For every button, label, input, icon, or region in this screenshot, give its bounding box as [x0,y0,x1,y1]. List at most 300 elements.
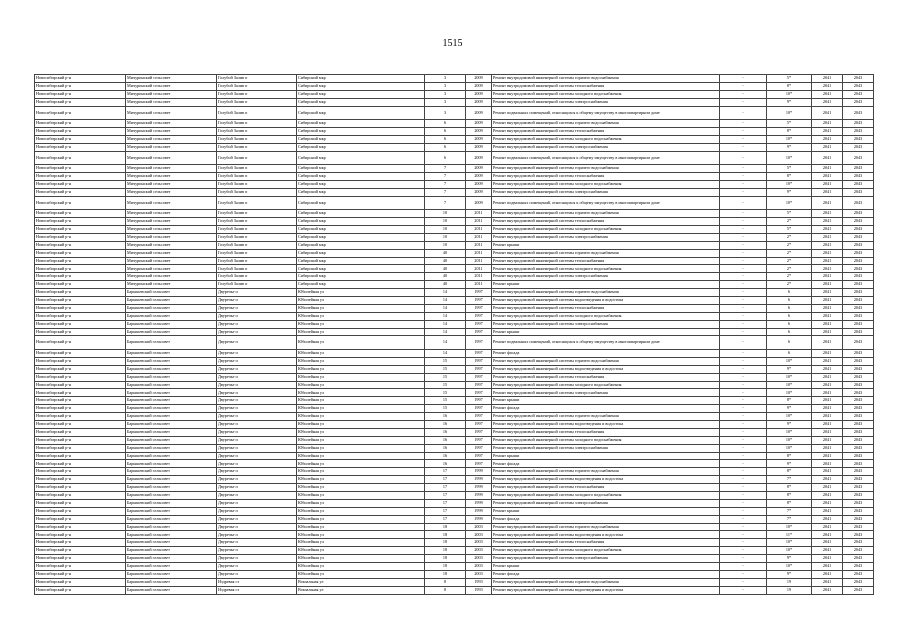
cell-work-type: Ремонт внутридомовой инженерной системы теплоснабжения [492,173,720,181]
cell-year-end: 2043 [843,218,874,226]
cell-district: Новосибирский р-н [35,196,126,210]
cell-build-year: 2003 [466,562,492,570]
cell-house-number: 17 [425,515,466,523]
cell-street: Вокзальная ул [297,578,425,586]
cell-build-year: 1997 [466,373,492,381]
cell-dash: - [720,180,767,188]
cell-year-end: 2043 [843,436,874,444]
cell-year-start: 2041 [812,547,843,555]
cell-build-year: 2009 [466,135,492,143]
cell-build-year: 2009 [466,106,492,120]
cell-build-year: 1999 [466,507,492,515]
table-row [35,233,874,241]
cell-value: 6 [767,328,812,336]
table-row [35,468,874,476]
cell-year-start: 2041 [812,218,843,226]
cell-settlement-council: Мичуринский сельсовет [126,151,217,165]
cell-dash: - [720,98,767,106]
cell-dash: - [720,523,767,531]
cell-year-start: 2041 [812,273,843,281]
cell-build-year: 2011 [466,265,492,273]
cell-house-number: 3 [425,98,466,106]
cell-year-start: 2041 [812,225,843,233]
cell-value: 10* [767,196,812,210]
cell-year-start: 2041 [812,289,843,297]
cell-district: Новосибирский р-н [35,151,126,165]
cell-value: 10* [767,523,812,531]
cell-dash: - [720,233,767,241]
table-row [35,336,874,350]
cell-value: 6 [767,289,812,297]
table-row [35,555,874,563]
cell-dash: - [720,460,767,468]
cell-street: Сибирский мкр [297,225,425,233]
cell-year-end: 2043 [843,539,874,547]
table-row [35,106,874,120]
cell-street: Сибирский мкр [297,233,425,241]
cell-locality: Двуречье п [217,420,297,428]
cell-year-end: 2043 [843,413,874,421]
cell-year-end: 2043 [843,241,874,249]
table-row [35,484,874,492]
table-row [35,143,874,151]
cell-build-year: 2011 [466,249,492,257]
cell-dash: - [720,196,767,210]
cell-street: Сибирский мкр [297,165,425,173]
cell-house-number: 10 [425,241,466,249]
cell-district: Новосибирский р-н [35,312,126,320]
cell-settlement-council: Мичуринский сельсовет [126,196,217,210]
cell-year-start: 2041 [812,249,843,257]
cell-locality: Двуречье п [217,349,297,357]
cell-settlement-council: Барышевский сельсовет [126,436,217,444]
cell-house-number: 10 [425,218,466,226]
cell-year-end: 2043 [843,90,874,98]
cell-locality: Двуречье п [217,328,297,336]
cell-settlement-council: Мичуринский сельсовет [126,127,217,135]
cell-house-number: 16 [425,420,466,428]
cell-settlement-council: Барышевский сельсовет [126,312,217,320]
cell-street: Юбилейная ул [297,336,425,350]
cell-settlement-council: Мичуринский сельсовет [126,273,217,281]
cell-year-start: 2041 [812,452,843,460]
cell-locality: Голубой Залив п [217,82,297,90]
cell-value: 5* [767,225,812,233]
cell-build-year: 1997 [466,289,492,297]
cell-build-year: 2011 [466,241,492,249]
cell-locality: Двуречье п [217,357,297,365]
cell-year-start: 2041 [812,320,843,328]
cell-work-type: Ремонт внутридомовой инженерной системы холодного водоснабжения [492,381,720,389]
cell-value: 2* [767,273,812,281]
cell-settlement-council: Барышевский сельсовет [126,428,217,436]
cell-dash: - [720,515,767,523]
cell-year-start: 2041 [812,357,843,365]
cell-street: Сибирский мкр [297,143,425,151]
cell-work-type: Ремонт внутридомовой инженерной системы электроснабжения [492,499,720,507]
cell-year-end: 2043 [843,281,874,289]
cell-year-end: 2043 [843,531,874,539]
cell-work-type: Ремонт внутридомовой инженерной системы электроснабжения [492,444,720,452]
cell-locality: Голубой Залив п [217,265,297,273]
cell-value: 9* [767,460,812,468]
cell-dash: - [720,491,767,499]
cell-year-start: 2041 [812,578,843,586]
table-row [35,328,874,336]
cell-value: 6 [767,349,812,357]
cell-build-year: 2011 [466,281,492,289]
cell-year-end: 2043 [843,304,874,312]
cell-work-type: Ремонт внутридомовой инженерной системы электроснабжения [492,233,720,241]
cell-street: Сибирский мкр [297,265,425,273]
cell-year-end: 2043 [843,296,874,304]
cell-district: Новосибирский р-н [35,320,126,328]
table-row [35,428,874,436]
cell-district: Новосибирский р-н [35,75,126,83]
cell-street: Юбилейная ул [297,444,425,452]
cell-district: Новосибирский р-н [35,547,126,555]
cell-locality: Голубой Залив п [217,90,297,98]
cell-street: Юбилейная ул [297,420,425,428]
cell-district: Новосибирский р-н [35,106,126,120]
cell-year-end: 2043 [843,373,874,381]
cell-house-number: 17 [425,507,466,515]
cell-settlement-council: Мичуринский сельсовет [126,281,217,289]
cell-settlement-council: Барышевский сельсовет [126,413,217,421]
cell-year-start: 2041 [812,476,843,484]
cell-street: Юбилейная ул [297,507,425,515]
cell-locality: Двуречье п [217,570,297,578]
cell-value: 19 [767,578,812,586]
cell-street: Сибирский мкр [297,173,425,181]
cell-work-type: Ремонт фасада [492,405,720,413]
table-row [35,289,874,297]
cell-year-end: 2043 [843,336,874,350]
cell-year-start: 2041 [812,265,843,273]
cell-locality: Голубой Залив п [217,180,297,188]
cell-locality: Двуречье п [217,491,297,499]
cell-build-year: 1999 [466,484,492,492]
cell-street: Юбилейная ул [297,349,425,357]
cell-value: 9* [767,365,812,373]
cell-house-number: 16 [425,460,466,468]
cell-settlement-council: Барышевский сельсовет [126,460,217,468]
cell-locality: Голубой Залив п [217,188,297,196]
cell-value: 8* [767,173,812,181]
cell-year-start: 2041 [812,173,843,181]
cell-year-start: 2041 [812,460,843,468]
cell-settlement-council: Барышевский сельсовет [126,365,217,373]
cell-build-year: 1997 [466,389,492,397]
cell-locality: Голубой Залив п [217,151,297,165]
cell-locality: Двуречье п [217,484,297,492]
cell-dash: - [720,135,767,143]
cell-locality: Двуречье п [217,428,297,436]
cell-district: Новосибирский р-н [35,328,126,336]
cell-year-end: 2043 [843,468,874,476]
table-row [35,225,874,233]
cell-house-number: 6 [425,151,466,165]
table-row [35,320,874,328]
table-row [35,151,874,165]
cell-year-end: 2043 [843,578,874,586]
cell-settlement-council: Барышевский сельсовет [126,484,217,492]
cell-value: 10* [767,562,812,570]
cell-dash: - [720,586,767,594]
cell-house-number: 14 [425,312,466,320]
cell-district: Новосибирский р-н [35,180,126,188]
cell-locality: Двуречье п [217,515,297,523]
cell-house-number: 3 [425,90,466,98]
cell-house-number: 17 [425,484,466,492]
cell-street: Сибирский мкр [297,210,425,218]
cell-work-type: Ремонт подвальных помещений, относящихся к общему имуществу в многоквартирном доме [492,106,720,120]
cell-district: Новосибирский р-н [35,135,126,143]
cell-build-year: 1993 [466,578,492,586]
cell-year-start: 2041 [812,210,843,218]
cell-work-type: Ремонт внутридомовой инженерной системы горячего водоснабжения [492,289,720,297]
cell-value: 9* [767,570,812,578]
cell-value: 8* [767,484,812,492]
cell-work-type: Ремонт внутридомовой инженерной системы холодного водоснабжения [492,547,720,555]
cell-district: Новосибирский р-н [35,188,126,196]
cell-value: 7* [767,515,812,523]
cell-value: 6 [767,312,812,320]
cell-work-type: Ремонт внутридомовой инженерной системы холодного водоснабжения [492,180,720,188]
cell-year-start: 2041 [812,165,843,173]
cell-street: Юбилейная ул [297,373,425,381]
cell-value: 9* [767,405,812,413]
cell-district: Новосибирский р-н [35,389,126,397]
table-row [35,173,874,181]
cell-work-type: Ремонт внутридомовой инженерной системы горячего водоснабжения [492,75,720,83]
cell-house-number: 14 [425,349,466,357]
cell-build-year: 2009 [466,165,492,173]
cell-dash: - [720,165,767,173]
cell-district: Новосибирский р-н [35,82,126,90]
cell-build-year: 1993 [466,586,492,594]
cell-value: 8* [767,127,812,135]
cell-house-number: 17 [425,476,466,484]
cell-work-type: Ремонт внутридомовой инженерной системы теплоснабжения [492,257,720,265]
cell-settlement-council: Барышевский сельсовет [126,586,217,594]
cell-house-number: 14 [425,289,466,297]
cell-year-end: 2043 [843,349,874,357]
cell-work-type: Ремонт фасада [492,570,720,578]
cell-work-type: Ремонт внутридомовой инженерной системы водоотведения и водостока [492,476,720,484]
cell-locality: Голубой Залив п [217,120,297,128]
cell-work-type: Ремонт подвальных помещений, относящихся к общему имуществу в многоквартирном доме [492,151,720,165]
cell-settlement-council: Барышевский сельсовет [126,491,217,499]
cell-value: 10* [767,357,812,365]
cell-dash: - [720,82,767,90]
cell-street: Юбилейная ул [297,484,425,492]
cell-dash: - [720,289,767,297]
cell-year-end: 2043 [843,428,874,436]
cell-year-end: 2043 [843,210,874,218]
cell-settlement-council: Барышевский сельсовет [126,304,217,312]
cell-year-start: 2041 [812,397,843,405]
cell-work-type: Ремонт внутридомовой инженерной системы водоотведения и водостока [492,586,720,594]
cell-dash: - [720,75,767,83]
cell-year-end: 2043 [843,476,874,484]
cell-work-type: Ремонт внутридомовой инженерной системы теплоснабжения [492,428,720,436]
table-row [35,273,874,281]
cell-value: 10* [767,436,812,444]
cell-locality: Двуречье п [217,320,297,328]
cell-house-number: 18 [425,523,466,531]
cell-street: Юбилейная ул [297,405,425,413]
cell-year-start: 2041 [812,420,843,428]
table-row [35,444,874,452]
table-row [35,373,874,381]
cell-year-end: 2043 [843,225,874,233]
cell-work-type: Ремонт внутридомовой инженерной системы горячего водоснабжения [492,357,720,365]
cell-year-start: 2041 [812,349,843,357]
cell-work-type: Ремонт внутридомовой инженерной системы горячего водоснабжения [492,413,720,421]
cell-build-year: 1997 [466,328,492,336]
cell-street: Юбилейная ул [297,476,425,484]
cell-street: Сибирский мкр [297,241,425,249]
cell-value: 2* [767,265,812,273]
cell-locality: Голубой Залив п [217,210,297,218]
cell-value: 9* [767,555,812,563]
cell-locality: Голубой Залив п [217,173,297,181]
cell-build-year: 2009 [466,196,492,210]
cell-year-end: 2043 [843,273,874,281]
cell-year-start: 2041 [812,135,843,143]
cell-year-start: 2041 [812,365,843,373]
cell-street: Сибирский мкр [297,135,425,143]
cell-district: Новосибирский р-н [35,349,126,357]
cell-value: 2* [767,233,812,241]
cell-house-number: 14 [425,336,466,350]
cell-street: Юбилейная ул [297,468,425,476]
cell-settlement-council: Мичуринский сельсовет [126,188,217,196]
cell-year-start: 2041 [812,484,843,492]
cell-value: 2* [767,249,812,257]
cell-street: Юбилейная ул [297,428,425,436]
cell-work-type: Ремонт внутридомовой инженерной системы горячего водоснабжения [492,120,720,128]
cell-house-number: 3 [425,75,466,83]
cell-value: 6 [767,320,812,328]
cell-year-start: 2041 [812,304,843,312]
table-row [35,413,874,421]
cell-work-type: Ремонт внутридомовой инженерной системы теплоснабжения [492,218,720,226]
cell-year-start: 2041 [812,515,843,523]
cell-house-number: 40 [425,257,466,265]
cell-locality: Голубой Залив п [217,165,297,173]
cell-locality: Голубой Залив п [217,127,297,135]
cell-dash: - [720,468,767,476]
cell-dash: - [720,365,767,373]
table-row [35,570,874,578]
table-row [35,562,874,570]
cell-year-start: 2041 [812,562,843,570]
cell-dash: - [720,570,767,578]
cell-work-type: Ремонт внутридомовой инженерной системы холодного водоснабжения [492,90,720,98]
cell-dash: - [720,499,767,507]
cell-house-number: 18 [425,562,466,570]
cell-dash: - [720,349,767,357]
cell-work-type: Ремонт внутридомовой инженерной системы теплоснабжения [492,127,720,135]
cell-district: Новосибирский р-н [35,173,126,181]
cell-year-end: 2043 [843,515,874,523]
cell-locality: Голубой Залив п [217,241,297,249]
cell-dash: - [720,452,767,460]
cell-value: 7* [767,507,812,515]
cell-locality: Двуречье п [217,304,297,312]
cell-street: Вокзальная ул [297,586,425,594]
cell-locality: Двуречье п [217,555,297,563]
cell-value: 9* [767,188,812,196]
cell-district: Новосибирский р-н [35,357,126,365]
cell-street: Юбилейная ул [297,320,425,328]
cell-district: Новосибирский р-н [35,304,126,312]
cell-settlement-council: Барышевский сельсовет [126,289,217,297]
cell-year-start: 2041 [812,281,843,289]
table-row [35,218,874,226]
cell-house-number: 15 [425,357,466,365]
cell-district: Новосибирский р-н [35,397,126,405]
cell-settlement-council: Мичуринский сельсовет [126,90,217,98]
cell-year-end: 2043 [843,196,874,210]
cell-street: Юбилейная ул [297,570,425,578]
cell-dash: - [720,476,767,484]
cell-year-end: 2043 [843,357,874,365]
cell-value: 8* [767,82,812,90]
cell-locality: Двуречье п [217,539,297,547]
cell-street: Юбилейная ул [297,289,425,297]
cell-work-type: Ремонт внутридомовой инженерной системы электроснабжения [492,555,720,563]
cell-house-number: 15 [425,373,466,381]
cell-year-end: 2043 [843,523,874,531]
cell-year-start: 2041 [812,405,843,413]
cell-district: Новосибирский р-н [35,90,126,98]
table-row [35,547,874,555]
cell-year-end: 2043 [843,98,874,106]
cell-value: 6 [767,304,812,312]
cell-settlement-council: Барышевский сельсовет [126,373,217,381]
cell-year-start: 2041 [812,90,843,98]
cell-house-number: 16 [425,452,466,460]
cell-locality: Двуречье п [217,523,297,531]
cell-house-number: 15 [425,405,466,413]
cell-work-type: Ремонт внутридомовой инженерной системы водоотведения и водостока [492,365,720,373]
cell-year-start: 2041 [812,436,843,444]
cell-district: Новосибирский р-н [35,413,126,421]
cell-street: Сибирский мкр [297,257,425,265]
cell-dash: - [720,320,767,328]
cell-dash: - [720,304,767,312]
cell-street: Юбилейная ул [297,436,425,444]
cell-year-start: 2041 [812,468,843,476]
cell-locality: Двуречье п [217,312,297,320]
cell-settlement-council: Мичуринский сельсовет [126,165,217,173]
table-row [35,82,874,90]
cell-house-number: 18 [425,570,466,578]
cell-build-year: 2009 [466,75,492,83]
cell-year-end: 2043 [843,127,874,135]
cell-value: 11* [767,531,812,539]
cell-year-end: 2043 [843,365,874,373]
cell-year-start: 2041 [812,180,843,188]
page-number: 1515 [442,38,463,49]
cell-build-year: 1997 [466,460,492,468]
cell-district: Новосибирский р-н [35,127,126,135]
cell-district: Новосибирский р-н [35,241,126,249]
cell-locality: Голубой Залив п [217,273,297,281]
